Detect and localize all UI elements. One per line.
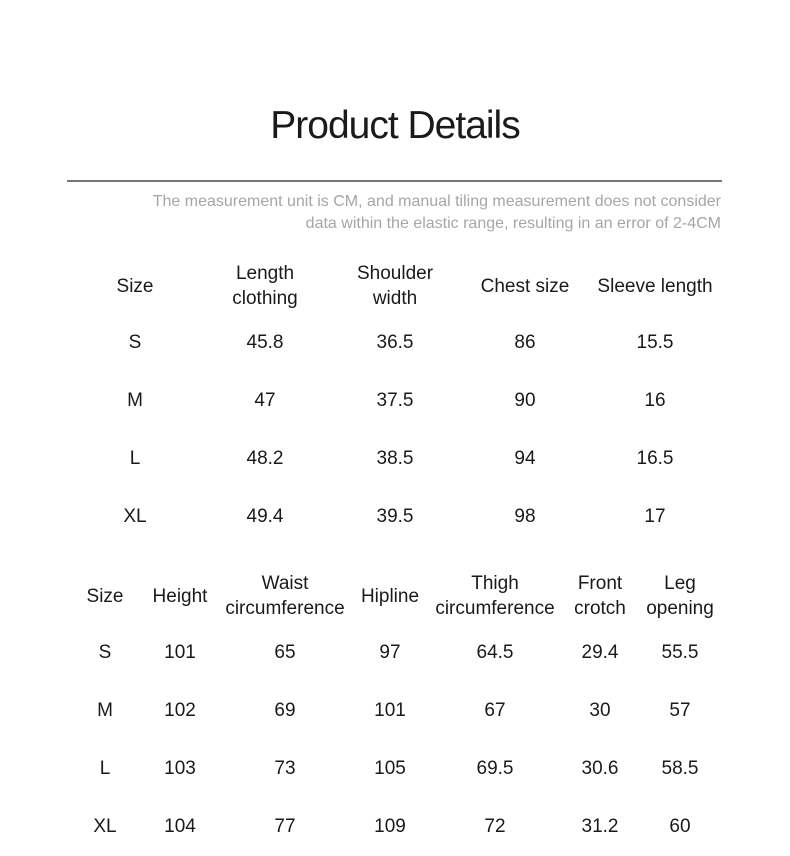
value-cell: 17 <box>644 506 666 527</box>
table-row <box>70 314 720 372</box>
value-cell: 31.2 <box>581 816 619 837</box>
table-row <box>70 740 720 798</box>
header-cell: Size <box>86 585 124 607</box>
header-cell: Thigh circumference <box>435 573 555 619</box>
table-row <box>70 488 720 546</box>
value-cell: 16 <box>644 390 666 411</box>
value-cell: 94 <box>514 448 536 469</box>
table-row <box>70 624 720 682</box>
size-cell: S <box>98 642 112 663</box>
page-title: Product Details <box>270 104 520 147</box>
value-cell: 86 <box>514 332 536 353</box>
value-cell: 30 <box>589 700 611 721</box>
value-cell: 38.5 <box>376 448 414 469</box>
value-cell: 102 <box>164 700 196 721</box>
value-cell: 29.4 <box>581 642 619 663</box>
header-cell <box>560 568 640 624</box>
header-label: Front crotch <box>574 573 626 619</box>
table-row <box>70 430 720 488</box>
table-row <box>70 798 720 856</box>
value-cell: 45.8 <box>246 332 284 353</box>
value-cell: 97 <box>379 642 401 663</box>
divider <box>67 180 722 182</box>
value-cell: 65 <box>274 642 296 663</box>
value-cell: 15.5 <box>636 332 674 353</box>
top-size-table <box>70 258 720 546</box>
bottom-size-table <box>70 568 720 856</box>
header-cell <box>640 568 720 624</box>
table-row <box>70 682 720 740</box>
size-cell: L <box>99 758 111 779</box>
value-cell: 55.5 <box>661 642 699 663</box>
value-cell: 109 <box>374 816 406 837</box>
header-cell: Size <box>116 275 154 297</box>
header-label: Leg opening <box>646 573 714 619</box>
size-cell: XL <box>93 816 117 837</box>
value-cell: 105 <box>374 758 406 779</box>
size-cell: M <box>97 700 113 721</box>
value-cell: 49.4 <box>246 506 284 527</box>
value-cell: 77 <box>274 816 296 837</box>
value-cell: 73 <box>274 758 296 779</box>
value-cell: 48.2 <box>246 448 284 469</box>
value-cell: 64.5 <box>476 642 514 663</box>
header-cell: Height <box>152 585 208 607</box>
header-cell: Waist circumference <box>225 573 345 619</box>
header-cell <box>330 258 460 314</box>
value-cell: 47 <box>254 390 276 411</box>
value-cell: 36.5 <box>376 332 414 353</box>
value-cell: 69 <box>274 700 296 721</box>
value-cell: 104 <box>164 816 196 837</box>
header-label: Shoulder width <box>356 263 434 309</box>
header-label: Length clothing <box>232 263 298 309</box>
header-cell: Hipline <box>360 585 420 607</box>
table-header-row <box>70 258 720 314</box>
measurement-note: The measurement unit is CM, and manual tiling measurement does not consider data within the elastic range, resulting in an error of 2-4CM <box>152 193 721 232</box>
header-cell <box>200 258 330 314</box>
value-cell: 60 <box>669 816 691 837</box>
size-cell: XL <box>123 506 147 527</box>
value-cell: 39.5 <box>376 506 414 527</box>
size-cell: S <box>128 332 142 353</box>
value-cell: 103 <box>164 758 196 779</box>
value-cell: 37.5 <box>376 390 414 411</box>
table-row <box>70 372 720 430</box>
value-cell: 101 <box>374 700 406 721</box>
value-cell: 101 <box>164 642 196 663</box>
table-header-row <box>70 568 720 624</box>
header-cell: Sleeve length <box>597 275 713 297</box>
value-cell: 69.5 <box>476 758 514 779</box>
value-cell: 67 <box>484 700 506 721</box>
size-cell: L <box>129 448 141 469</box>
value-cell: 16.5 <box>636 448 674 469</box>
value-cell: 57 <box>669 700 691 721</box>
size-cell: M <box>127 390 143 411</box>
header-cell: Chest size <box>480 275 570 297</box>
value-cell: 58.5 <box>661 758 699 779</box>
value-cell: 98 <box>514 506 536 527</box>
value-cell: 90 <box>514 390 536 411</box>
value-cell: 72 <box>484 816 506 837</box>
value-cell: 30.6 <box>581 758 619 779</box>
